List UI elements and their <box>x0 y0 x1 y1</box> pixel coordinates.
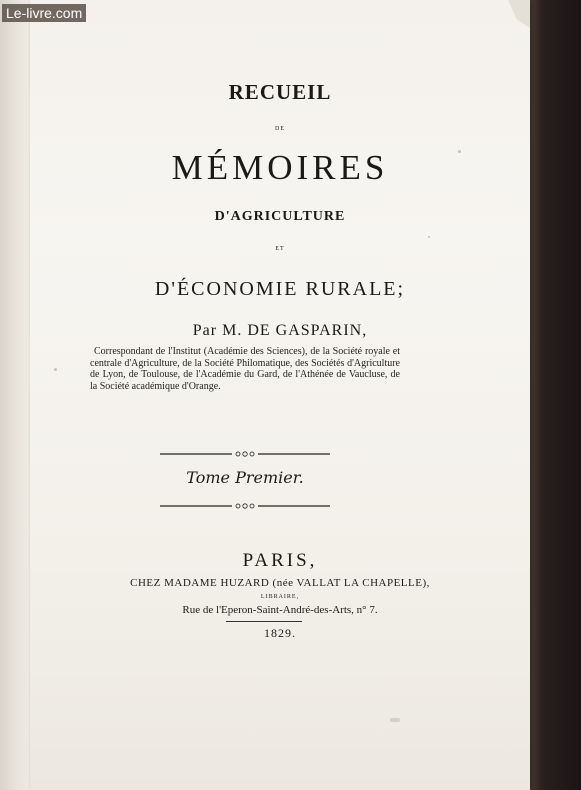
volume-label: Tome Premier. <box>186 468 304 487</box>
author-byline: Par M. DE GASPARIN, <box>192 322 368 339</box>
ornament-rule-bottom <box>160 502 330 510</box>
imprint-year: 1829. <box>264 626 296 640</box>
paper-stain <box>390 718 400 722</box>
title-agriculture: D'AGRICULTURE <box>214 209 346 224</box>
book-spine <box>525 0 581 790</box>
imprint-publisher: CHEZ MADAME HUZARD (née VALLAT LA CHAPELLE), <box>130 577 430 589</box>
paper-speck <box>428 236 430 238</box>
imprint-city: PARIS, <box>242 550 318 571</box>
imprint-role: LIBRAIRE, <box>260 594 300 600</box>
title-memoires: MÉMOIRES <box>171 148 389 187</box>
torn-corner <box>508 0 530 28</box>
title-du: DE <box>275 126 285 132</box>
paper-speck <box>458 150 461 153</box>
title-et: ET <box>275 246 285 252</box>
title-page <box>30 0 530 790</box>
imprint-rule <box>226 621 302 622</box>
imprint-address: Rue de l'Eperon-Saint-André-des-Arts, n° 7. <box>182 604 378 616</box>
paper-speck <box>54 368 57 371</box>
title-economie: D'ÉCONOMIE RURALE; <box>154 278 406 300</box>
watermark-logo: Le-livre.com <box>2 4 86 22</box>
volume-ornament <box>160 448 330 514</box>
ornament-rule-top <box>160 450 330 458</box>
author-description: Correspondant de l'Institut (Académie des Sciences), de la Société royale et centrale d'Agriculture, de la Société Philomatique, des Sociétés d'Agriculture de Lyon, de Toulouse, de l'Académie du Gard, de l'Athénée de Vaucluse, de la Société académique d'Orange. <box>90 346 400 392</box>
title-recueil: RECUEIL <box>228 80 332 104</box>
